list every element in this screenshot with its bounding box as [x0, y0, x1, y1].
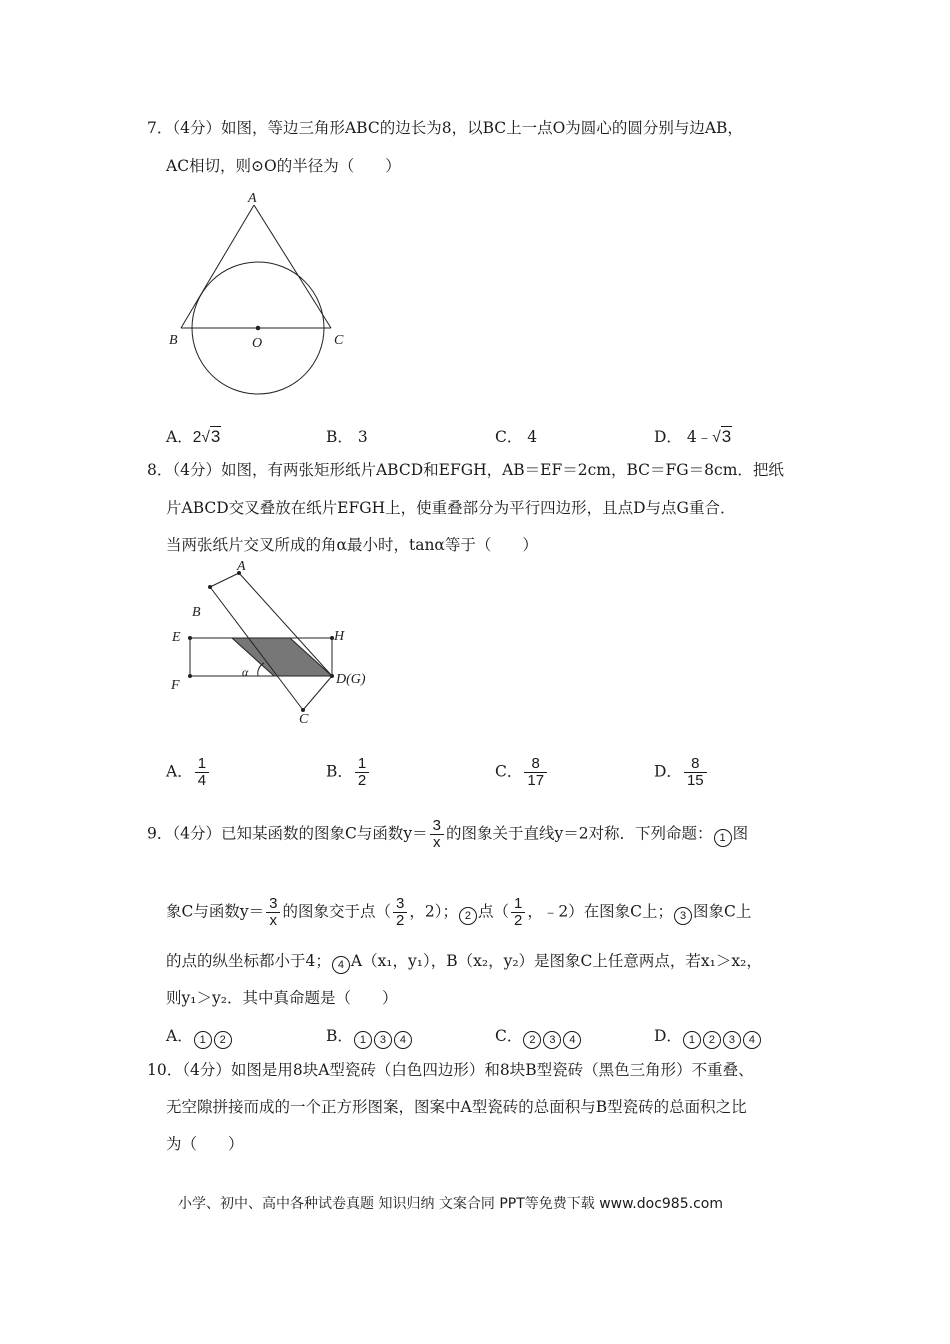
q7-triangle-circle-diagram	[160, 185, 360, 410]
q8-option-a-fraction: $\frac{1}{4}$	[195, 756, 209, 789]
q8-line2: 片ABCD交叉叠放在纸片EFGH上，使重叠部分为平行四边形，且点D与点G重合．	[166, 499, 736, 517]
q7-side-ac	[254, 205, 331, 328]
q7-option-d-value: √3	[712, 427, 732, 446]
q8-option-c-fraction: $\frac{8}{17}$	[524, 756, 547, 789]
q8-label-f: F	[171, 678, 180, 693]
q9-line4: 则y₁＞y₂．其中真命题是（ ）	[166, 989, 398, 1007]
q8-label-dg: D(G)	[336, 672, 366, 687]
q7-side-ab	[181, 205, 254, 328]
q7-option-c[interactable]: C． 4	[495, 428, 538, 446]
q7-option-a[interactable]	[166, 425, 221, 447]
q7-line2: AC相切，则⊙O的半径为（ ）	[166, 157, 401, 175]
q9-option-c[interactable]: C． 2 3 4	[495, 1024, 582, 1049]
q7-line1: 7．（4分）如图，等边三角形ABC的边长为8，以BC上一点O为圆心的圆分别与边AB，	[147, 119, 743, 137]
q8-rectangles-diagram	[160, 560, 390, 730]
q9-fraction-3-over-x: $\frac{3}{x}$	[430, 818, 444, 851]
q9-circled-3: 3	[674, 907, 692, 925]
q7-option-d[interactable]	[654, 425, 732, 447]
q8-label-alpha: α	[242, 665, 249, 679]
q8-line3: 当两张纸片交叉所成的角α最小时，tanα等于（ ）	[166, 536, 538, 554]
q7-option-d-label: D． 4﹣	[654, 428, 713, 446]
q9-option-a[interactable]: A． 1 2	[166, 1024, 233, 1049]
page-footer: 小学、初中、高中各种试卷真题 知识归纳 文案合同 PPT等免费下载 www.doc985.com	[178, 1196, 723, 1212]
q9-fraction-3-over-2: $\frac{3}{2}$	[393, 896, 407, 929]
q8-option-d-fraction: $\frac{8}{15}$	[684, 756, 707, 789]
q9-line1: 9．（4分）已知某函数的图象C与函数y＝ $\frac{3}{x}$ 的图象关于直线y＝2对称．下列命题： 1 图	[147, 817, 749, 851]
q10-line2: 无空隙拼接而成的一个正方形图案，图案中A型瓷砖的总面积与B型瓷砖的总面积之比	[166, 1098, 747, 1116]
q9-line2: 象C与函数y＝ $\frac{3}{x}$ 的图象交于点（ $\frac{3}{2}$ ，2）； 2 点（ $\frac{1}{2}$ ，﹣2）在图象C上； 3 图象C上	[166, 895, 752, 929]
q8-side-dc	[303, 676, 332, 710]
q9-circled-4: 4	[332, 956, 350, 974]
q7-option-b[interactable]: B． 3	[326, 428, 368, 446]
q8-label-b: B	[192, 605, 201, 620]
q9-fraction-1-over-2: $\frac{1}{2}$	[511, 896, 525, 929]
q9-circled-2: 2	[459, 907, 477, 925]
q8-point-dg	[330, 674, 334, 678]
q7-label-b: B	[169, 333, 178, 348]
q8-point-f	[188, 674, 192, 678]
q10-line3: 为（ ）	[166, 1135, 244, 1153]
q8-option-c[interactable]: C． $\frac{8}{17}$	[495, 756, 549, 789]
q9-option-b[interactable]: B． 1 3 4	[326, 1024, 413, 1049]
q8-line1: 8．（4分）如图，有两张矩形纸片ABCD和EFGH，AB＝EF＝2cm，BC＝FG＝8cm．把纸	[147, 461, 784, 479]
q8-label-e: E	[172, 630, 181, 645]
q9-option-d[interactable]: D． 1 2 3 4	[654, 1024, 762, 1049]
q8-option-a[interactable]: A． $\frac{1}{4}$	[166, 756, 211, 789]
q8-point-e	[188, 636, 192, 640]
q10-line1: 10．（4分）如图是用8块A型瓷砖（白色四边形）和8块B型瓷砖（黑色三角形）不重叠、	[147, 1061, 754, 1079]
q8-label-h: H	[334, 629, 345, 644]
q9-circled-1: 1	[714, 829, 732, 847]
q8-option-b[interactable]: B． $\frac{1}{2}$	[326, 756, 371, 789]
q7-center-point	[256, 326, 261, 331]
q9-fraction-3-over-x-2: $\frac{3}{x}$	[266, 896, 280, 929]
q7-option-a-label: A．	[166, 428, 193, 446]
q7-label-a: A	[248, 191, 257, 206]
q7-option-a-value: 2√3	[192, 427, 221, 446]
q7-label-c: C	[334, 333, 344, 348]
q7-label-o: O	[252, 336, 263, 351]
q9-line3: 的点的纵坐标都小于4； 4 A（x₁，y₁），B（x₂，y₂）是图象C上任意两点，若x₁＞x₂，	[166, 951, 762, 974]
q8-side-ab	[210, 573, 239, 587]
q8-label-c: C	[299, 712, 309, 727]
q8-option-b-fraction: $\frac{1}{2}$	[355, 756, 369, 789]
q8-point-b	[208, 585, 212, 589]
q8-option-d[interactable]: D． $\frac{8}{15}$	[654, 756, 709, 789]
q8-label-a: A	[237, 560, 246, 574]
